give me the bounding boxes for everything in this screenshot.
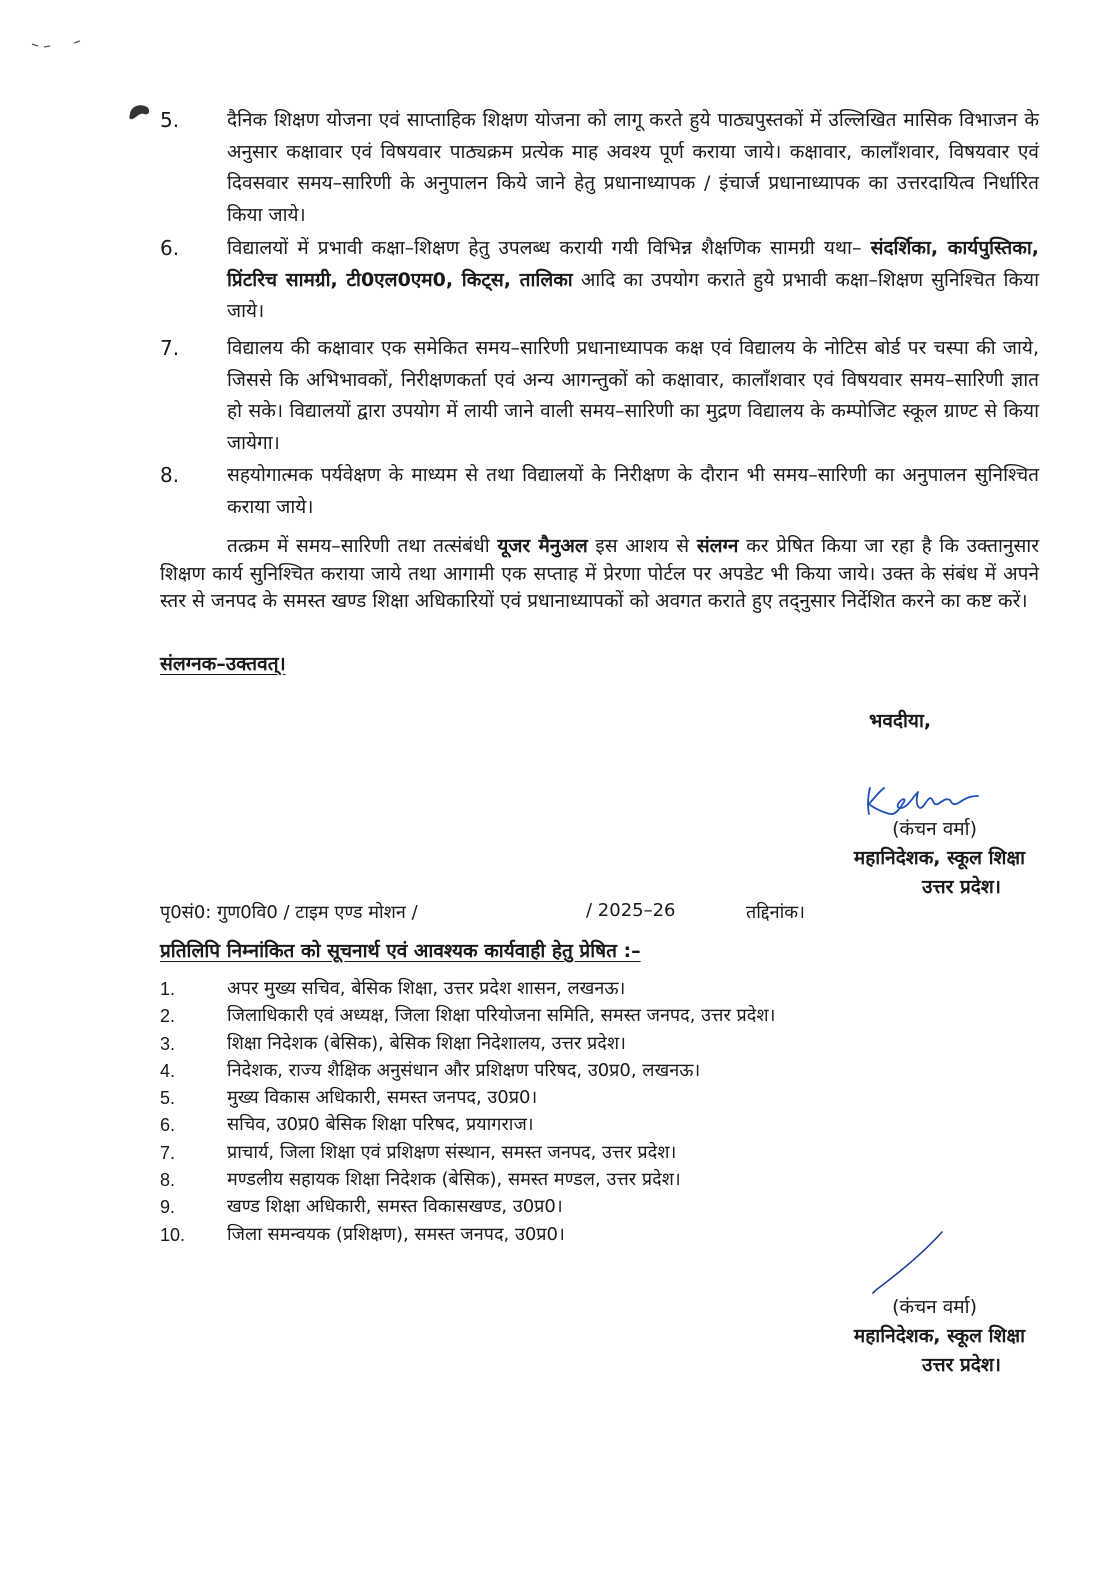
item-text: सहयोगात्मक पर्यवेक्षण के माध्यम से तथा विद्यालयों के निरीक्षण के दौरान भी समय–सारिणी का अनुपालन सुनिश्चित कराया जाये। (227, 464, 1039, 518)
copy-to-item-number: 7. (160, 1142, 176, 1163)
copy-to-item-text: मण्डलीय सहायक शिक्षा निदेशक (बेसिक), समस्त मण्डल, उत्तर प्रदेश। (227, 1169, 681, 1191)
signature-block (725, 815, 1025, 902)
signatory-designation: महानिदेशक, स्कूल शिक्षा (853, 847, 1025, 869)
signatory-designation: महानिदेशक, स्कूल शिक्षा (853, 1325, 1025, 1347)
copy-to-item-text: निदेशक, राज्य शैक्षिक अनुसंधान और प्रशिक्षण परिषद, उ0प्र0, लखनऊ। (227, 1059, 701, 1081)
copy-to-item-number: 10. (160, 1224, 186, 1245)
reference-year: / 2025–26 (586, 900, 676, 921)
materials-list: संदर्शिका, कार्यपुस्तिका, प्रिंटरिच सामग्री, टी0एल0एम0, किट्स, तालिका (227, 237, 1039, 291)
user-manual-label: यूजर मैनुअल (497, 535, 588, 557)
copy-to-item (160, 1086, 1060, 1113)
body-paragraph: तत्क्रम में समय–सारिणी तथा तत्संबंधी यूजर मैनुअल इस आशय से संलग्न कर प्रेषित किया जा रहा है कि उक्तानुसार शिक्षण कार्य सुनिश्चित कराया जाये तथा आगामी एक सप्ताह में प्रेरणा पोर्टल पर अपडेट भी किया जाये। उक्त के संबंध में अपने स्तर से जनपद के समस्त खण्ड शिक्षा अधिकारियों एवं प्रधानाध्यापकों को अवगत कराते हुए तद्नुसार निर्देशित करने का कष्ट करें। (160, 535, 1040, 612)
copy-to-item-number: 6. (160, 1115, 176, 1136)
copy-to-item (160, 977, 1060, 1004)
copy-to-item (160, 1113, 1060, 1140)
copy-to-item-number: 3. (160, 1033, 176, 1054)
copy-to-item-text: प्राचार्य, जिला शिक्षा एवं प्रशिक्षण संस्थान, समस्त जनपद, उत्तर प्रदेश। (227, 1141, 677, 1163)
copy-to-item-number: 8. (160, 1170, 176, 1191)
copy-to-item-text: खण्ड शिक्षा अधिकारी, समस्त विकासखण्ड, उ0प्र0। (227, 1196, 563, 1218)
item-number: 6. (160, 236, 180, 260)
copy-to-list (160, 977, 1060, 1250)
copy-to-item-number: 2. (160, 1006, 176, 1027)
signatory-name: (कंचन वर्मा) (892, 1296, 977, 1318)
item-number: 8. (160, 463, 180, 487)
item-text: विद्यालयों में प्रभावी कक्षा–शिक्षण हेतु उपलब्ध करायी गयी विभिन्न शैक्षणिक सामग्री यथा– संदर्शिका, कार्यपुस्तिका, प्रिंटरिच सामग्री, टी0एल0एम0, किट्स, तालिका आदि का उपयोग कराते हुये प्रभावी कक्षा–शिक्षण सुनिश्चित किया जाये। (227, 237, 1039, 322)
closing-salutation: भवदीया, (869, 710, 932, 732)
copy-to-item (160, 1032, 1060, 1059)
scan-specks (30, 38, 90, 50)
copy-to-item (160, 1059, 1060, 1086)
copy-to-item (160, 1168, 1060, 1195)
attached-label: संलग्न (696, 535, 739, 557)
item-number: 7. (160, 336, 180, 360)
copy-to-item (160, 1141, 1060, 1168)
copy-to-item-text: मुख्य विकास अधिकारी, समस्त जनपद, उ0प्र0। (227, 1087, 538, 1109)
copy-to-item (160, 1195, 1060, 1222)
copy-to-item-text: जिला समन्वयक (प्रशिक्षण), समस्त जनपद, उ0प्र0। (227, 1223, 565, 1245)
item-text: दैनिक शिक्षण योजना एवं साप्ताहिक शिक्षण योजना को लागू करते हुये पाठ्यपुस्तकों में उल्लिखित मासिक विभाजन के अनुसार कक्षावार एवं विषयवार पाठ्यक्रम प्रत्येक माह अवश्य पूर्ण कराया जाये। कक्षावार, कालाँशवार, विषयवार एवं दिवसवार समय–सारिणी के अनुपालन किये जाने हेतु प्रधानाध्यापक / इंचार्ज प्रधानाध्यापक का उत्तरदायित्व निर्धारित किया जाये। (227, 109, 1039, 226)
copy-to-item-number: 1. (160, 979, 176, 999)
copy-to-item-text: सचिव, उ0प्र0 बेसिक शिक्षा परिषद, प्रयागराज। (227, 1114, 534, 1136)
item-text: विद्यालय की कक्षावार एक समेकित समय–सारिणी प्रधानाध्यापक कक्ष एवं विद्यालय के नोटिस बोर्ड पर चस्पा की जाये, जिससे कि अभिभावकों, निरीक्षणकर्ता एवं अन्य आगन्तुकों को कक्षावार, कालाँशवार एवं विषयवार समय–सारिणी ज्ञात हो सके। विद्यालयों द्वारा उपयोग में लायी जाने वाली समय–सारिणी का मुद्रण विद्यालय के कम्पोजिट स्कूल ग्राण्ट से किया जायेगा। (227, 337, 1039, 454)
copy-to-item-text: जिलाधिकारी एवं अध्यक्ष, जिला शिक्षा परियोजना समिति, समस्त जनपद, उत्तर प्रदेश। (227, 1005, 776, 1027)
pen-stroke-signature (860, 1228, 950, 1300)
copy-to-item (160, 1004, 1060, 1031)
signatory-state: उत्तर प्रदेश। (922, 876, 1001, 898)
copy-to-item-number: 9. (160, 1197, 176, 1218)
copy-to-heading: प्रतिलिपि निम्नांकित को सूचनार्थ एवं आवश्यक कार्यवाही हेतु प्रेषित :– (160, 940, 641, 962)
signature-block-2 (725, 1293, 1025, 1380)
copy-to-item-number: 5. (160, 1088, 176, 1109)
reference-number: पृ0सं0: गुण0वि0 / टाइम एण्ड मोशन / (160, 902, 418, 923)
copy-to-item-text: अपर मुख्य सचिव, बेसिक शिक्षा, उत्तर प्रदेश शासन, लखनऊ। (227, 978, 626, 999)
signatory-state: उत्तर प्रदेश। (922, 1354, 1001, 1376)
copy-to-item-number: 4. (160, 1060, 176, 1081)
enclosure-note: संलग्नक–उक्तवत्। (160, 653, 286, 675)
reference-date: तद्दिनांक। (746, 902, 805, 923)
signatory-name: (कंचन वर्मा) (892, 818, 977, 840)
item-number: 5. (160, 108, 180, 132)
copy-to-item-text: शिक्षा निदेशक (बेसिक), बेसिक शिक्षा निदेशालय, उत्तर प्रदेश। (227, 1032, 626, 1054)
ink-blot (128, 102, 152, 122)
